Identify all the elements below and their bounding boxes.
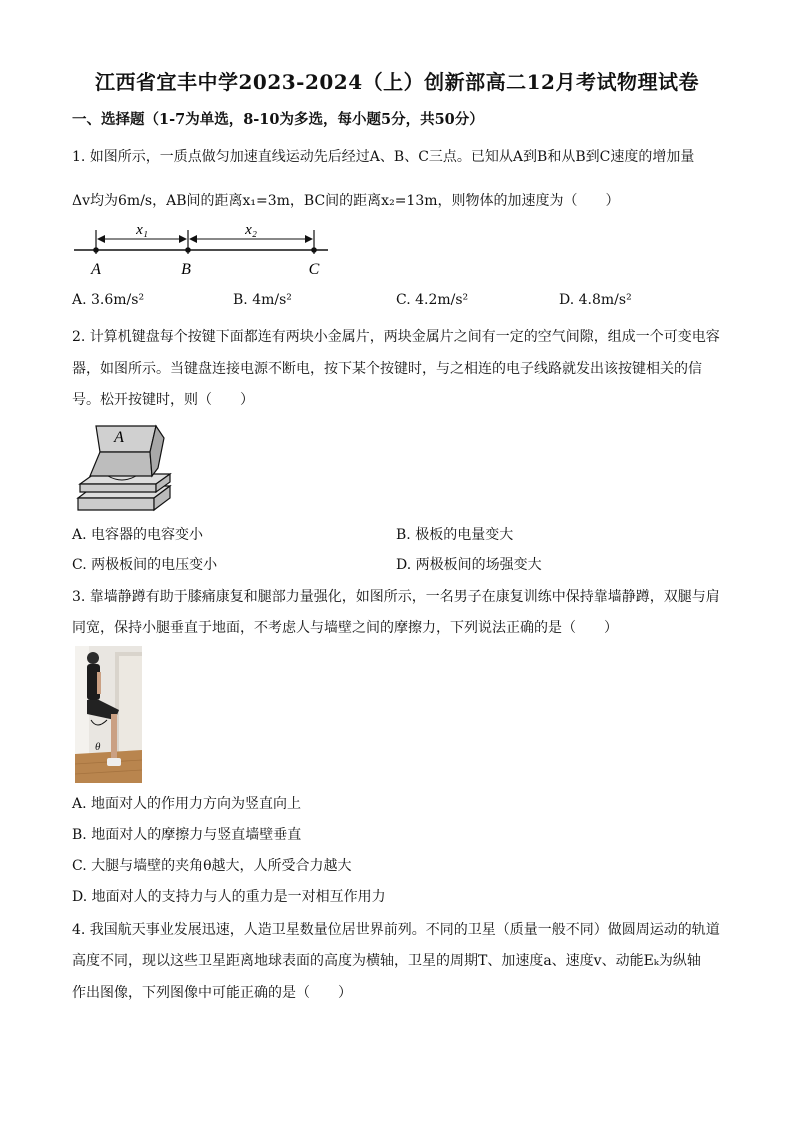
q3-text-line1: 3. 靠墙静蹲有助于膝痛康复和腿部力量强化，如图所示，一名男子在康复训练中保持靠墙静蹲，双腿与肩 [72,589,720,605]
point-b-dot [185,247,191,253]
key-letter: A [114,429,124,446]
q2-option-a[interactable]: A. 电容器的电容变小 [72,527,204,543]
segment-x2-label: x₂ [245,222,257,238]
q3-option-a[interactable]: A. 地面对人的作用力方向为竖直向上 [72,796,302,812]
q2-text-line1: 2. 计算机键盘每个按键下面都连有两块小金属片，两块金属片之间有一定的空气间隙，组成一个可变电容 [72,329,720,345]
q4-text-line2: 高度不同，现以这些卫星距离地球表面的高度为横轴，卫星的周期T、加速度a、速度v、动能Eₖ为纵轴 [72,953,701,969]
q2-option-d[interactable]: D. 两极板间的场强变大 [396,557,542,573]
point-b-label: B [181,261,191,278]
q3-option-b[interactable]: B. 地面对人的摩擦力与竖直墙壁垂直 [72,827,302,843]
q2-option-b[interactable]: B. 极板的电量变大 [396,527,514,543]
point-a-dot [93,247,99,253]
theta-label: θ [95,741,101,753]
q3-text-line2: 同宽，保持小腿垂直于地面，不考虑人与墙壁之间的摩擦力，下列说法正确的是（ ） [72,620,618,636]
q3-option-c[interactable]: C. 大腿与墙壁的夹角θ越大，人所受合力越大 [72,858,352,874]
keyboard-key-figure [74,418,174,514]
q1-text-line2: Δv均为6m/s，AB间的距离x₁=3m，BC间的距离x₂=13m，则物体的加速度为（ ） [72,193,620,209]
q1-option-a[interactable]: A. 3.6m/s² [72,292,145,308]
q3-option-d[interactable]: D. 地面对人的支持力与人的重力是一对相互作用力 [72,889,386,905]
q1-line-figure [70,214,340,280]
wall-squat-photo [75,646,142,783]
q1-option-b[interactable]: B. 4m/s² [233,292,292,308]
point-c-label: C [308,261,320,278]
q1-option-c[interactable]: C. 4.2m/s² [396,292,469,308]
point-a-label: A [91,261,101,278]
exam-title: 江西省宜丰中学2023-2024（上）创新部高二12月考试物理试卷 [95,70,699,94]
q1-text-line1: 1. 如图所示，一质点做匀加速直线运动先后经过A、B、C三点。已知从A到B和从B到C速度的增加量 [72,149,695,165]
q2-text-line2: 器，如图所示。当键盘连接电源不断电，按下某个按键时，与之相连的电子线路就发出该按键相关的信 [72,361,702,377]
q1-option-d[interactable]: D. 4.8m/s² [559,292,632,308]
q2-text-line3: 号。松开按键时，则（ ） [72,392,254,408]
q2-option-c[interactable]: C. 两极板间的电压变小 [72,557,218,573]
section-heading: 一、选择题（1-7为单选，8-10为多选，每小题5分，共50分） [72,111,484,128]
point-c-dot [311,247,317,253]
segment-x1-label: x₁ [136,222,148,238]
q4-text-line3: 作出图像，下列图像中可能正确的是（ ） [72,985,352,1001]
q4-text-line1: 4. 我国航天事业发展迅速，人造卫星数量位居世界前列。不同的卫星（质量一般不同）做圆周运动的轨道 [72,922,720,938]
